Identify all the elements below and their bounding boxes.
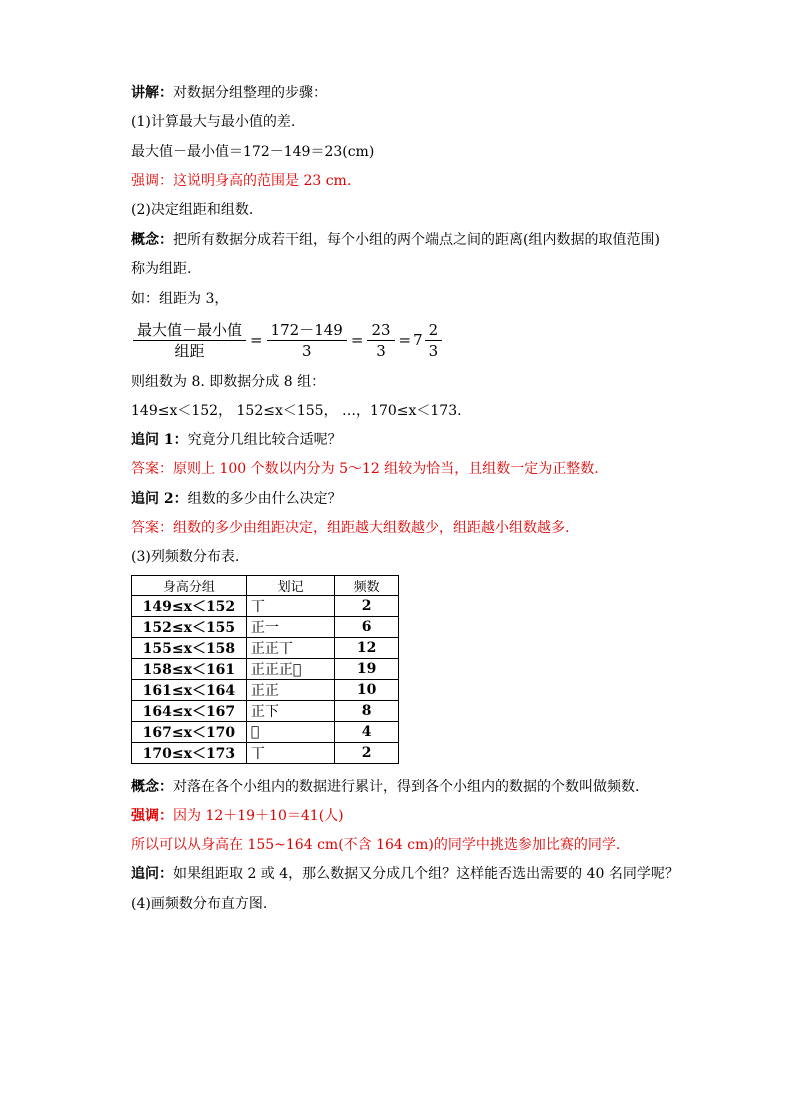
table-row: 164≤x＜167 正下 8	[132, 701, 399, 722]
range-calculation: 最大值－最小值＝172－149＝23(cm)	[131, 144, 375, 160]
step-1: (1)计算最大与最小值的差.	[131, 114, 296, 130]
emphasis-range: 强调：这说明身高的范围是 23 cm.	[131, 173, 352, 189]
table-row: 155≤x＜158 正正丅 12	[132, 638, 399, 659]
fraction-2: $\frac{172-149}{3}$	[267, 320, 347, 361]
header-group: 身高分组	[132, 576, 247, 596]
answer-2: 答案：组数的多少由组距决定，组距越大组数越少，组距越小组数越多.	[131, 520, 570, 536]
answer-1: 答案：原则上 100 个数以内分为 5～12 组较为恰当，且组数一定为正整数.	[131, 461, 599, 477]
table-row: 158≤x＜161 正正正𬼀 19	[132, 659, 399, 680]
question-1-text: 究竟分几组比较合适呢？	[187, 432, 342, 448]
explanation-label: 讲解：	[131, 85, 173, 101]
emphasis-sum-label: 强调：	[131, 808, 173, 824]
table-row: 152≤x＜155 正一 6	[132, 617, 399, 638]
concept-continuation: 称为组距.	[131, 261, 192, 277]
table-header-row	[132, 576, 399, 596]
emphasis-conclusion: 所以可以从身高在 155~164 cm(不含 164 cm)的同学中挑选参加比赛的同学.	[131, 837, 621, 853]
step-3: (3)列频数分布表.	[131, 549, 240, 565]
class-count-result: 则组数为 8. 即数据分成 8 组：	[131, 374, 326, 390]
concept-text: 把所有数据分成若干组，每个小组的两个端点之间的距离(组内数据的取值范围)	[173, 232, 660, 248]
follow-up-text: 如果组距取 2 或 4，那么数据又分成几个组？这样能否选出需要的 40 名同学呢？	[173, 866, 679, 882]
question-2-text: 组数的多少由什么决定？	[187, 491, 342, 507]
table-row: 149≤x＜152 丅 2	[132, 596, 399, 617]
concept-frequency	[131, 778, 691, 796]
step-2: (2)决定组距和组数.	[131, 202, 254, 218]
fraction-3: $\frac{23}{3}$	[367, 320, 394, 361]
concept-label: 概念：	[131, 232, 173, 248]
follow-up-label: 追问：	[131, 866, 173, 882]
table-row: 167≤x＜170 𬼀 4	[132, 722, 399, 743]
question-1	[131, 431, 691, 449]
emphasis-sum	[131, 807, 691, 825]
explanation-text: 对数据分组整理的步骤：	[173, 85, 327, 101]
frequency-table	[131, 575, 399, 764]
example-line: 如：组距为 3，	[131, 291, 229, 307]
explanation-line	[131, 84, 691, 102]
concept-class-width	[131, 231, 696, 249]
table-row: 170≤x＜173 丅 2	[132, 743, 399, 764]
emphasis-sum-text: 因为 12＋19＋10＝41(人)	[173, 808, 344, 824]
question-2-label: 追问 2：	[131, 491, 188, 507]
concept-frequency-label: 概念：	[131, 779, 173, 795]
step-4: (4)画频数分布直方图.	[131, 896, 268, 912]
concept-frequency-text: 对落在各个小组内的数据进行累计，得到各个小组内的数据的个数叫做频数.	[173, 779, 640, 795]
table-row: 161≤x＜164 正正 10	[132, 680, 399, 701]
class-intervals: 149≤x＜152， 152≤x＜155， …，170≤x＜173.	[131, 403, 462, 419]
class-count-formula: $\frac{\text{最大值－最小值}}{\text{组距}}$ = $\frac{172-149}{3}$ = $\frac{23}{3}$ = 7 $\frac{2}{3}$	[131, 318, 444, 362]
header-count: 频数	[335, 576, 399, 596]
follow-up-question	[131, 865, 691, 883]
question-2	[131, 490, 691, 508]
mixed-number: 7 $\frac{2}{3}$	[413, 320, 444, 361]
question-1-label: 追问 1：	[131, 432, 188, 448]
header-tally: 划记	[246, 576, 335, 596]
fraction-1: $\frac{\text{最大值－最小值}}{\text{组距}}$	[133, 320, 246, 361]
